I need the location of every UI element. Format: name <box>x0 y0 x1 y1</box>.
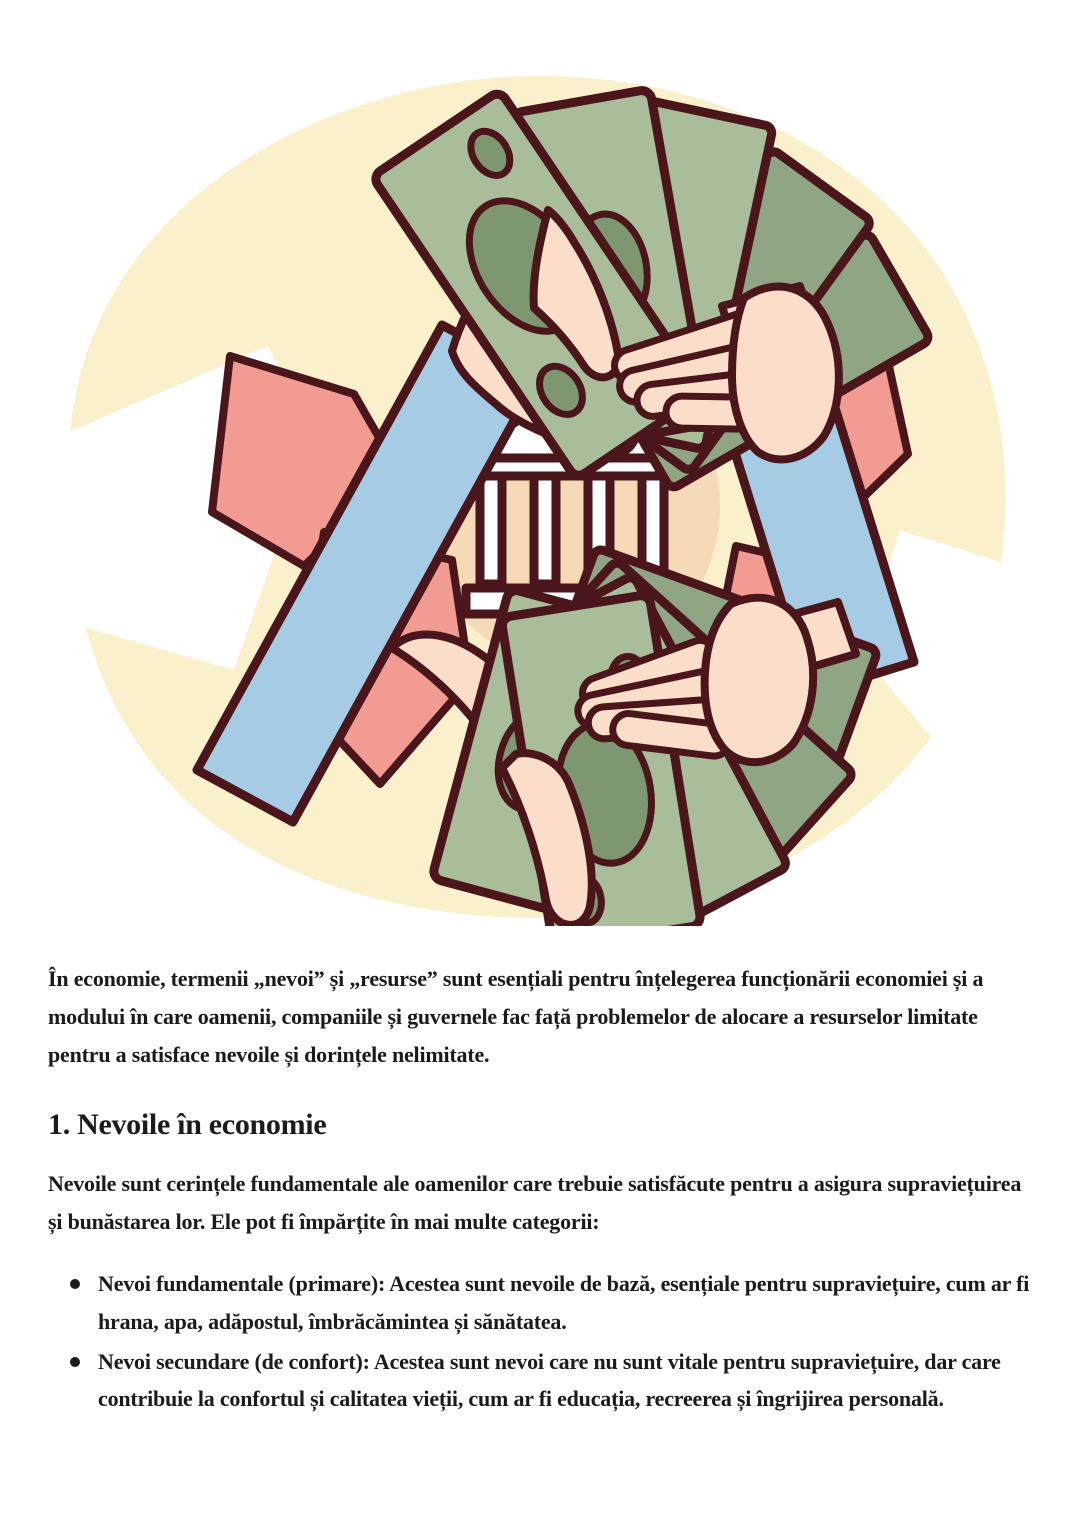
money-exchange-illustration <box>0 6 1080 926</box>
money-exchange-svg <box>0 6 1080 926</box>
list-item: Nevoi secundare (de confort): Acestea sunt nevoi care nu sunt vitale pentru supraviețuire, dar care contribuie la confortul și calitatea vieții, cum ar fi educația, recreerea și îngrijirea personală. <box>70 1343 1032 1418</box>
list-item: Nevoi fundamentale (primare): Acestea sunt nevoile de bază, esențiale pentru supraviețuire, cum ar fi hrana, apa, adăpostul, îmbrăcămintea și sănătatea. <box>70 1265 1032 1340</box>
article-body <box>0 960 1080 1418</box>
section-intro-paragraph: Nevoile sunt cerințele fundamentale ale oamenilor care trebuie satisfăcute pentru a asigura supraviețuirea și bunăstarea lor. Ele pot fi împărțite în mai multe categorii: <box>48 1171 1022 1235</box>
needs-list <box>48 1265 1032 1418</box>
section-heading: 1. Nevoile în economie <box>48 1108 327 1142</box>
intro-paragraph: În economie, termenii „nevoi” și „resurse” sunt esențiali pentru înțelegerea funcționării economiei și a modului în care oamenii, companiile și guvernele fac față problemelor de alocare a resurselor limitate pentru a satisface nevoile și dorințele nelimitate. <box>48 966 984 1067</box>
